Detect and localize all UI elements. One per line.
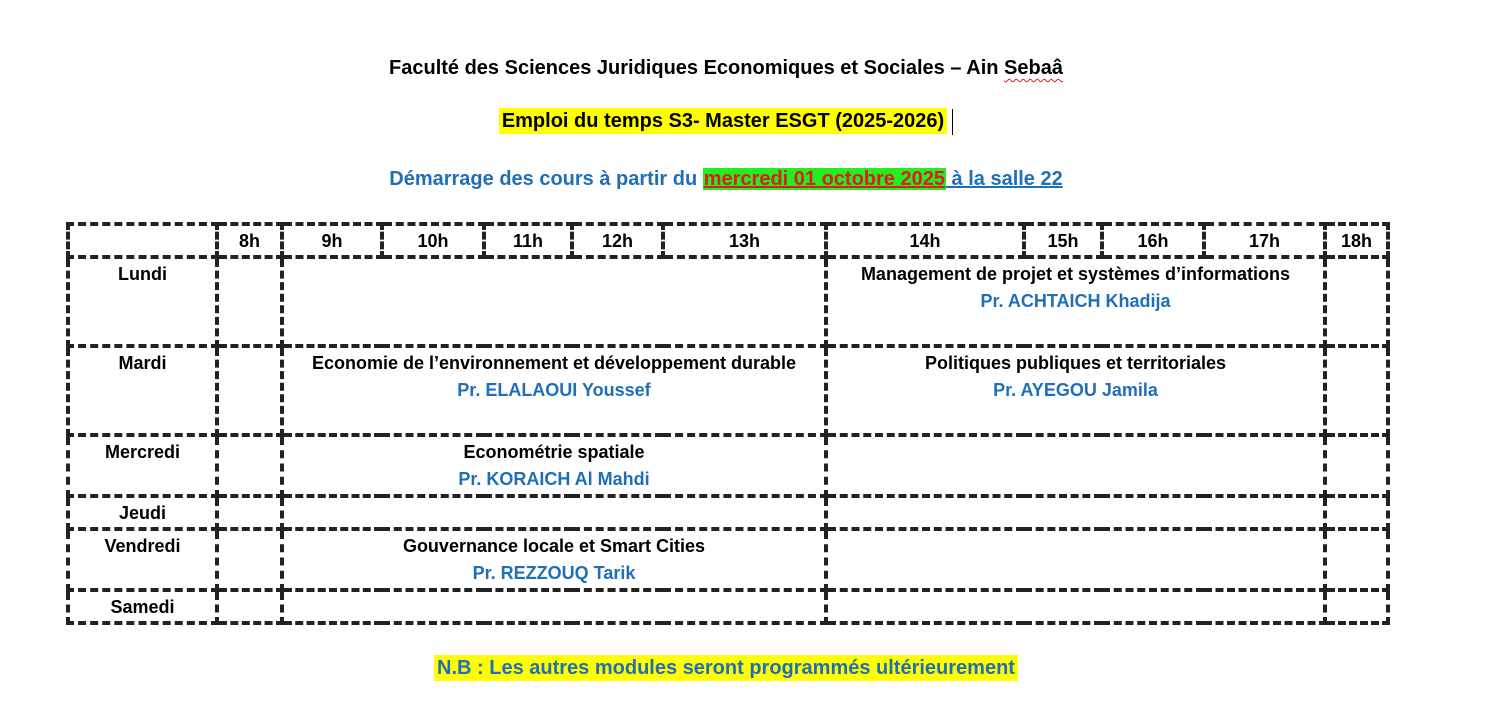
hour-8h: 8h — [217, 224, 282, 257]
table-row-lundi — [68, 257, 1388, 346]
vendredi-18h-empty — [1325, 529, 1388, 590]
table-row-vendredi — [68, 529, 1388, 590]
day-lundi: Lundi — [68, 257, 217, 346]
corner-cell — [68, 224, 217, 257]
hour-18h: 18h — [1325, 224, 1388, 257]
samedi-afternoon-empty — [826, 590, 1325, 623]
course-title: Gouvernance locale et Smart Cities — [402, 536, 706, 557]
vendredi-morning-course — [282, 529, 826, 590]
start-notice — [0, 168, 1452, 191]
faculty-name: Faculté des Sciences Juridiques Economiques et Sociales – Ain — [389, 57, 1005, 79]
vendredi-afternoon-empty — [826, 529, 1325, 590]
timetable — [66, 222, 1390, 625]
course-professor: Pr. REZZOUQ Tarik — [472, 563, 636, 584]
course-title: Economie de l’environnement et développement durable — [311, 353, 797, 374]
hour-11h: 11h — [484, 224, 572, 257]
course-professor: Pr. ACHTAICH Khadija — [980, 291, 1171, 312]
jeudi-morning-empty — [282, 496, 826, 529]
hour-17h: 17h — [1204, 224, 1325, 257]
hour-9h: 9h — [282, 224, 382, 257]
jeudi-8h-empty — [217, 496, 282, 529]
lundi-afternoon-course — [826, 257, 1325, 346]
samedi-8h-empty — [217, 590, 282, 623]
mardi-afternoon-course — [826, 346, 1325, 435]
day-mardi: Mardi — [68, 346, 217, 435]
course-professor: Pr. KORAICH Al Mahdi — [458, 469, 650, 490]
hour-16h: 16h — [1102, 224, 1204, 257]
hour-10h: 10h — [382, 224, 484, 257]
hour-12h: 12h — [572, 224, 663, 257]
table-row-jeudi — [68, 496, 1388, 529]
start-room: à la salle 22 — [945, 168, 1063, 190]
hour-13h: 13h — [663, 224, 826, 257]
footnote-text: N.B : Les autres modules seront programmés ultérieurement — [434, 655, 1018, 681]
lundi-morning-empty — [282, 257, 826, 346]
day-jeudi: Jeudi — [68, 496, 217, 529]
course-professor: Pr. ELALAOUI Youssef — [457, 380, 651, 401]
schedule-title-text: Emploi du temps S3- Master ESGT (2025-2026) — [499, 108, 947, 134]
lundi-8h-empty — [217, 257, 282, 346]
mercredi-afternoon-empty — [826, 435, 1325, 496]
day-mercredi: Mercredi — [68, 435, 217, 496]
mardi-morning-course — [282, 346, 826, 435]
mercredi-8h-empty — [217, 435, 282, 496]
lundi-18h-empty — [1325, 257, 1388, 346]
start-notice-prefix: Démarrage des cours à partir du — [389, 168, 703, 190]
schedule-title — [0, 109, 1452, 135]
course-professor: Pr. AYEGOU Jamila — [993, 380, 1158, 401]
samedi-morning-empty — [282, 590, 826, 623]
table-header-row — [68, 224, 1388, 257]
course-title: Politiques publiques et territoriales — [924, 353, 1227, 374]
text-cursor — [952, 109, 953, 135]
mercredi-18h-empty — [1325, 435, 1388, 496]
day-vendredi: Vendredi — [68, 529, 217, 590]
start-date: mercredi 01 octobre 2025 — [703, 168, 945, 190]
hour-14h: 14h — [826, 224, 1024, 257]
samedi-18h-empty — [1325, 590, 1388, 623]
jeudi-18h-empty — [1325, 496, 1388, 529]
hour-15h: 15h — [1024, 224, 1102, 257]
jeudi-afternoon-empty — [826, 496, 1325, 529]
faculty-place-spellcheck: Sebaâ — [1004, 57, 1063, 79]
mardi-18h-empty — [1325, 346, 1388, 435]
course-title: Econométrie spatiale — [463, 442, 645, 463]
table-row-mercredi — [68, 435, 1388, 496]
faculty-title — [0, 57, 1452, 80]
mercredi-morning-course — [282, 435, 826, 496]
mardi-8h-empty — [217, 346, 282, 435]
course-title: Management de projet et systèmes d’informations — [860, 264, 1291, 285]
footnote — [0, 657, 1452, 680]
vendredi-8h-empty — [217, 529, 282, 590]
table-row-samedi — [68, 590, 1388, 623]
day-samedi: Samedi — [68, 590, 217, 623]
table-row-mardi — [68, 346, 1388, 435]
